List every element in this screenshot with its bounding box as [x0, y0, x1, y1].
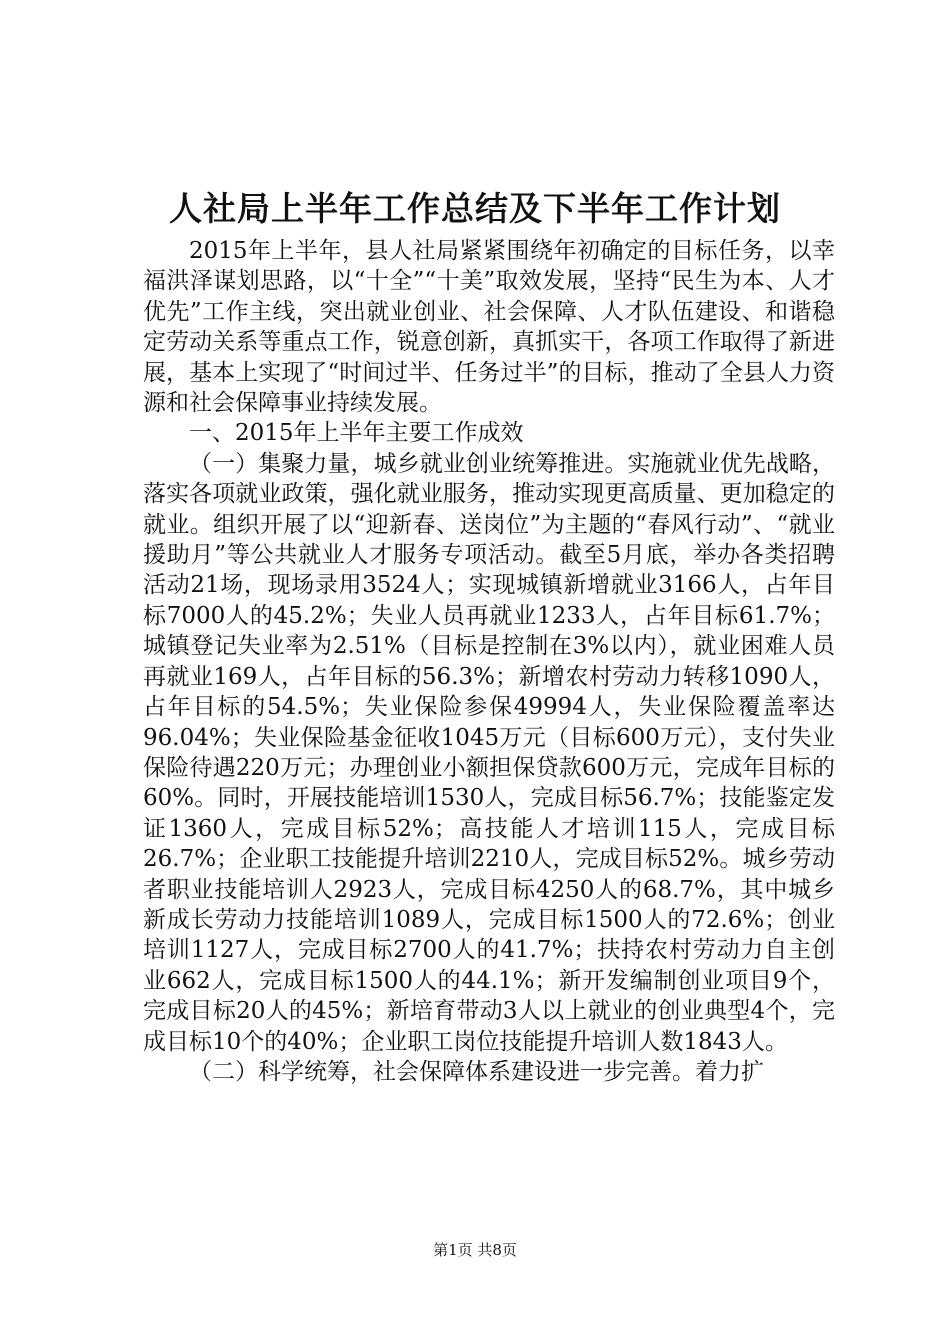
page-number: 第1页 共8页 [433, 1241, 517, 1259]
section-heading: 一、2015年上半年主要工作成效 [189, 420, 524, 447]
paragraph-social-security: （二）科学统筹，社会保障体系建设进一步完善。着力扩 [189, 1058, 764, 1085]
document-title: 人社局上半年工作总结及下半年工作计划 [169, 189, 781, 228]
document-body [143, 236, 835, 1087]
paragraph-intro: 2015年上半年，县人社局紧紧围绕年初确定的目标任务，以幸福洪泽谋划思路，以“十全”“十美”取效发展，坚持“民生为本、人才优先”工作主线，突出就业创业、社会保障、人才队伍建设、和谐稳定劳动关系等重点工作，锐意创新，真抓实干，各项工作取得了新进展，基本上实现了“时间过半、任务过半”的目标，推动了全县人力资源和社会保障事业持续发展。 [143, 238, 835, 417]
paragraph-employment: （一）集聚力量，城乡就业创业统筹推进。实施就业优先战略，落实各项就业政策，强化就业服务，推动实现更高质量、更加稳定的就业。组织开展了以“迎新春、送岗位”为主题的“春风行动”、“就业援助月”等公共就业人才服务专项活动。截至5月底，举办各类招聘活动21场，现场录用3524人；实现城镇新增就业3166人，占年目标7000人的45.2%；失业人员再就业1233人，占年目标61.7%；城镇登记失业率为2.51%（目标是控制在3%以内），就业困难人员再就业169人，占年目标的56.3%；新增农村劳动力转移1090人，占年目标的54.5%；失业保险参保49994人，失业保险覆盖率达96.04%；失业保险基金征收1045万元（目标600万元），支付失业保险待遇220万元；办理创业小额担保贷款600万元，完成年目标的60%。同时，开展技能培训1530人，完成目标56.7%；技能鉴定发证1360人，完成目标52%；高技能人才培训115人，完成目标26.7%；企业职工技能提升培训2210人，完成目标52%。城乡劳动者职业技能培训人2923人，完成目标4250人的68.7%，其中城乡新成长劳动力技能培训1089人，完成目标1500人的72.6%；创业培训1127人，完成目标2700人的41.7%；扶持农村劳动力自主创业662人，完成目标1500人的44.1%；新开发编制创业项目9个，完成目标20人的45%；新培育带动3人以上就业的创业典型4个，完成目标10个的40%；企业职工岗位技能提升培训人数1843人。 [143, 450, 835, 1055]
